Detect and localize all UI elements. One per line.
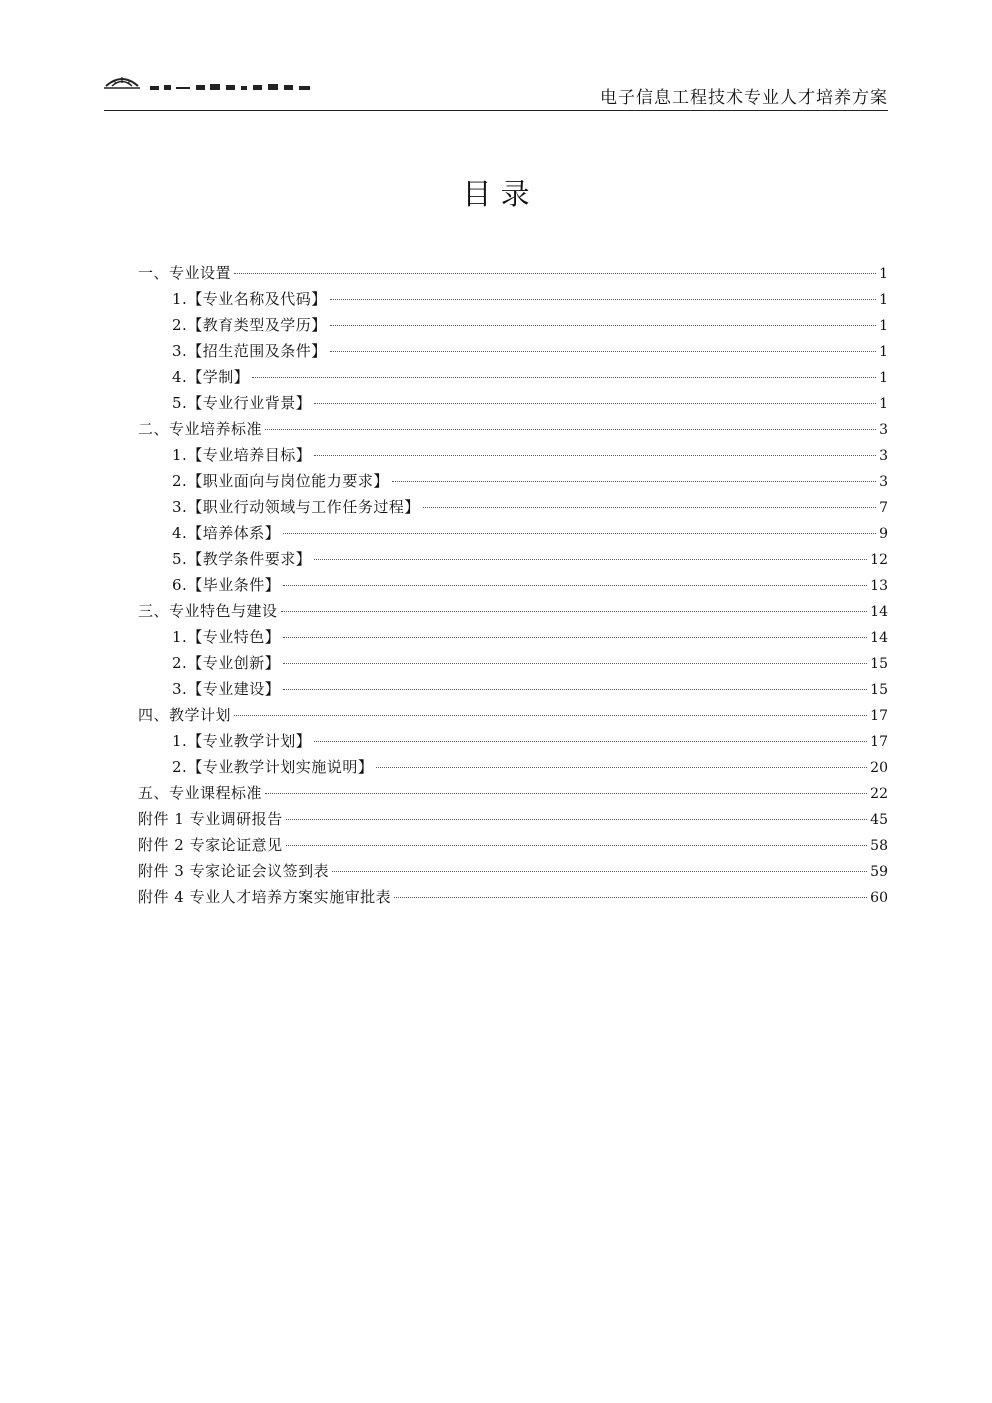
toc-page-number: 3	[879, 474, 888, 490]
toc-dot-leader	[252, 377, 876, 378]
toc-entry-label: 2.【专业教学计划实施说明】	[172, 758, 374, 776]
toc-page-number: 1	[879, 266, 888, 282]
toc-entry[interactable]	[138, 338, 888, 364]
toc-entry-label: 6.【毕业条件】	[172, 576, 281, 594]
toc-page-number: 7	[879, 500, 888, 516]
toc-entry-label: 附件 1 专业调研报告	[138, 810, 283, 828]
school-logo	[104, 74, 324, 92]
toc-entry[interactable]	[138, 806, 888, 832]
toc-page-number: 14	[870, 604, 888, 620]
toc-entry-label: 附件 2 专家论证意见	[138, 836, 283, 854]
toc-entry[interactable]	[138, 702, 888, 728]
toc-page-number: 17	[870, 734, 888, 750]
toc-entry[interactable]	[138, 416, 888, 442]
toc-dot-leader	[286, 819, 868, 820]
toc-title: 目 录	[462, 177, 530, 211]
toc-entry[interactable]	[138, 650, 888, 676]
toc-entry[interactable]	[138, 832, 888, 858]
toc-entry-label: 1.【专业特色】	[172, 628, 281, 646]
toc-entry-label: 2.【专业创新】	[172, 654, 281, 672]
toc-page-number: 20	[870, 760, 888, 776]
toc-entry[interactable]	[138, 676, 888, 702]
toc-dot-leader	[265, 429, 876, 430]
toc-dot-leader	[286, 845, 868, 846]
toc-page-number: 45	[870, 812, 888, 828]
toc-dot-leader	[283, 585, 867, 586]
toc-dot-leader	[234, 273, 876, 274]
toc-entry[interactable]	[138, 598, 888, 624]
toc-page-number: 1	[879, 292, 888, 308]
toc-dot-leader	[283, 689, 867, 690]
toc-entry[interactable]	[138, 572, 888, 598]
toc-entry-label: 3.【招生范围及条件】	[172, 342, 327, 360]
toc-page-number: 3	[879, 422, 888, 438]
toc-page-number: 15	[870, 682, 888, 698]
toc-dot-leader	[376, 767, 867, 768]
toc-entry-label: 1.【专业名称及代码】	[172, 290, 327, 308]
toc-dot-leader	[281, 611, 868, 612]
toc-entry-label: 2.【教育类型及学历】	[172, 316, 327, 334]
toc-dot-leader	[330, 299, 876, 300]
toc-page-number: 1	[879, 370, 888, 386]
toc-entry[interactable]	[138, 520, 888, 546]
toc-entry[interactable]	[138, 754, 888, 780]
toc-entry-label: 4.【学制】	[172, 368, 250, 386]
toc-entry-label: 2.【职业面向与岗位能力要求】	[172, 472, 389, 490]
toc-page-number: 14	[870, 630, 888, 646]
toc-dot-leader	[330, 325, 876, 326]
toc-entry[interactable]	[138, 884, 888, 910]
toc-entry-label: 附件 3 专家论证会议签到表	[138, 862, 330, 880]
toc-entry-label: 5.【教学条件要求】	[172, 550, 312, 568]
toc-page-number: 12	[870, 552, 888, 568]
toc-dot-leader	[423, 507, 876, 508]
toc-entry-label: 四、教学计划	[138, 706, 232, 724]
table-of-contents	[138, 260, 888, 910]
document-header-title: 电子信息工程技术专业人才培养方案	[600, 88, 888, 108]
toc-page-number: 17	[870, 708, 888, 724]
toc-page-number: 3	[879, 448, 888, 464]
toc-dot-leader	[283, 533, 876, 534]
toc-entry[interactable]	[138, 364, 888, 390]
toc-entry[interactable]	[138, 624, 888, 650]
toc-dot-leader	[265, 793, 867, 794]
toc-dot-leader	[314, 403, 876, 404]
toc-entry[interactable]	[138, 546, 888, 572]
toc-dot-leader	[332, 871, 867, 872]
toc-entry[interactable]	[138, 260, 888, 286]
toc-page-number: 9	[879, 526, 888, 542]
toc-page-number: 1	[879, 396, 888, 412]
toc-entry-label: 二、专业培养标准	[138, 420, 263, 438]
toc-entry[interactable]	[138, 728, 888, 754]
toc-entry-label: 5.【专业行业背景】	[172, 394, 312, 412]
toc-page-number: 1	[879, 344, 888, 360]
toc-dot-leader	[330, 351, 876, 352]
page-header	[104, 70, 888, 111]
toc-entry[interactable]	[138, 312, 888, 338]
toc-entry[interactable]	[138, 390, 888, 416]
toc-entry-label: 1.【专业教学计划】	[172, 732, 312, 750]
toc-dot-leader	[314, 741, 867, 742]
toc-page-number: 60	[870, 890, 888, 906]
toc-dot-leader	[283, 637, 867, 638]
toc-entry-label: 3.【专业建设】	[172, 680, 281, 698]
toc-dot-leader	[283, 663, 867, 664]
toc-entry-label: 附件 4 专业人才培养方案实施审批表	[138, 888, 392, 906]
toc-entry-label: 1.【专业培养目标】	[172, 446, 312, 464]
toc-page-number: 59	[870, 864, 888, 880]
toc-page-number: 13	[870, 578, 888, 594]
toc-entry[interactable]	[138, 494, 888, 520]
toc-page-number: 22	[870, 786, 888, 802]
toc-entry[interactable]	[138, 286, 888, 312]
toc-dot-leader	[314, 559, 867, 560]
toc-page-number: 1	[879, 318, 888, 334]
toc-page-number: 58	[870, 838, 888, 854]
toc-dot-leader	[314, 455, 876, 456]
toc-entry-label: 五、专业课程标准	[138, 784, 263, 802]
toc-entry-label: 三、专业特色与建设	[138, 602, 278, 620]
toc-entry[interactable]	[138, 442, 888, 468]
toc-dot-leader	[234, 715, 867, 716]
toc-entry[interactable]	[138, 468, 888, 494]
toc-entry-label: 一、专业设置	[138, 264, 232, 282]
toc-dot-leader	[392, 481, 876, 482]
toc-entry-label: 3.【职业行动领域与工作任务过程】	[172, 498, 420, 516]
toc-entry[interactable]	[138, 858, 888, 884]
toc-entry-label: 4.【培养体系】	[172, 524, 281, 542]
toc-dot-leader	[394, 897, 867, 898]
toc-entry[interactable]	[138, 780, 888, 806]
toc-page-number: 15	[870, 656, 888, 672]
